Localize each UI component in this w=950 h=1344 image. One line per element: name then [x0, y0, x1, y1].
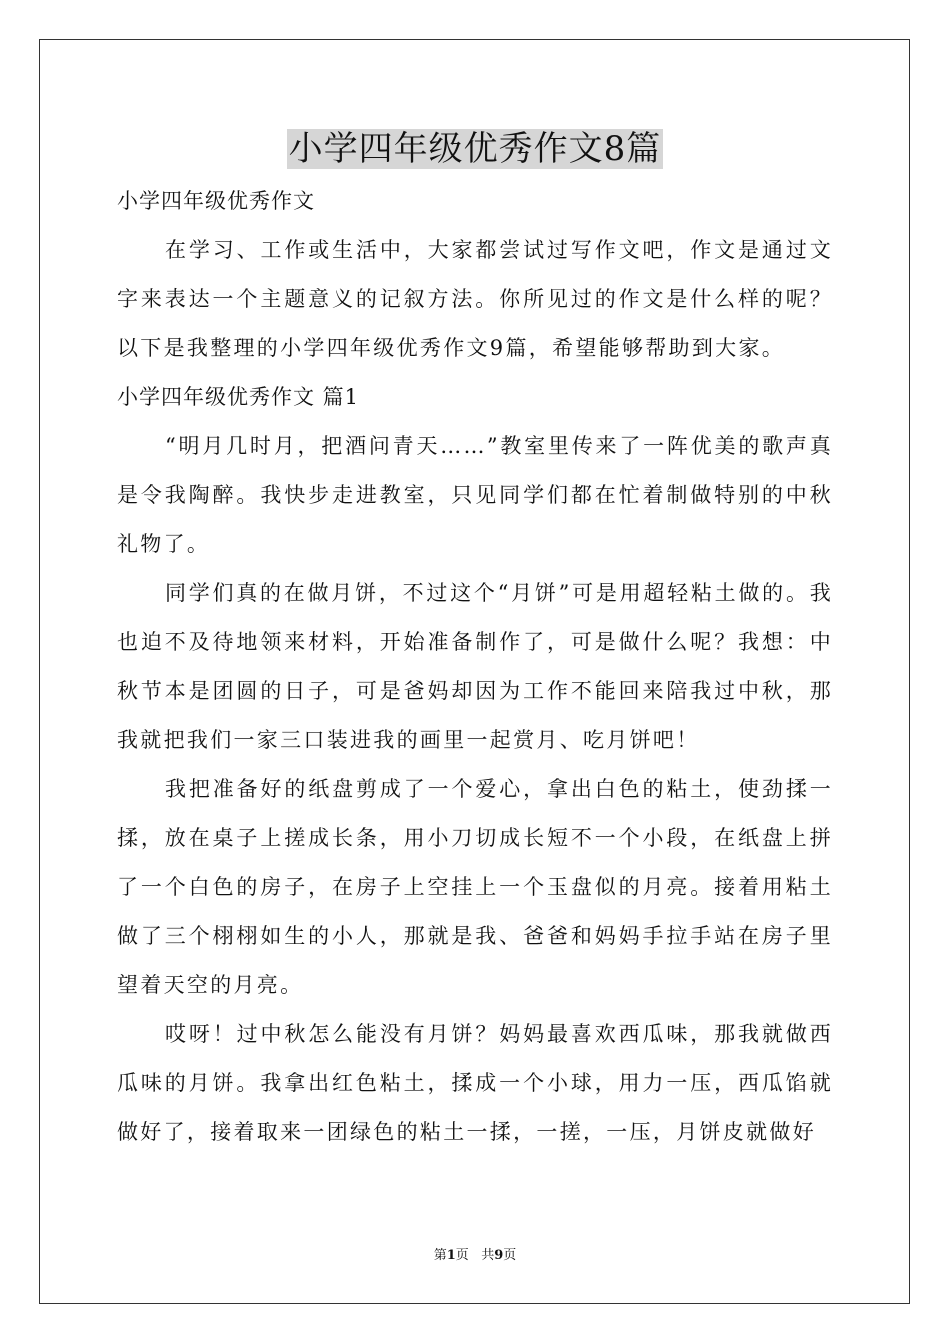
total-prefix: 共 [481, 1248, 495, 1263]
section-heading: 小学四年级优秀作文 篇1 [117, 385, 360, 409]
page-unit: 页 [455, 1248, 469, 1263]
total-page-count: 9 [494, 1248, 504, 1263]
section-heading: 小学四年级优秀作文 [117, 189, 315, 213]
document-body [117, 177, 833, 1157]
total-unit: 页 [503, 1248, 517, 1263]
page-footer [0, 1247, 950, 1265]
document-title: 小学四年级优秀作文8篇 [288, 129, 662, 169]
body-paragraph: 我把准备好的纸盘剪成了一个爱心，拿出白色的粘土，使劲揉一揉，放在桌子上搓成长条，用小刀切成长短不一个小段，在纸盘上拼了一个白色的房子，在房子上空挂上一个玉盘似的月亮。接着用粘土做了三个栩栩如生的小人，那就是我、爸爸和妈妈手拉手站在房子里望着天空的月亮。 [117, 777, 833, 997]
body-paragraph: 同学们真的在做月饼，不过这个“月饼”可是用超轻粘土做的。我也迫不及待地领来材料，开始准备制作了，可是做什么呢？我想：中秋节本是团圆的日子，可是爸妈却因为工作不能回来陪我过中秋，那我就把我们一家三口装进我的画里一起赏月、吃月饼吧！ [117, 581, 833, 752]
page-prefix: 第 [433, 1248, 447, 1263]
intro-paragraph: 在学习、工作或生活中，大家都尝试过写作文吧，作文是通过文字来表达一个主题意义的记叙方法。你所见过的作文是什么样的呢？以下是我整理的小学四年级优秀作文9篇，希望能够帮助到大家。 [117, 238, 833, 360]
body-paragraph: “明月几时月，把酒问青天……”教室里传来了一阵优美的歌声真是令我陶醉。我快步走进教室，只见同学们都在忙着制做特别的中秋礼物了。 [117, 434, 833, 556]
body-paragraph: 哎呀！过中秋怎么能没有月饼？妈妈最喜欢西瓜味，那我就做西瓜味的月饼。我拿出红色粘土，揉成一个小球，用力一压，西瓜馅就做好了，接着取来一团绿色的粘土一揉，一搓，一压，月饼皮就做好 [117, 1022, 833, 1144]
current-page-number: 1 [446, 1248, 456, 1263]
